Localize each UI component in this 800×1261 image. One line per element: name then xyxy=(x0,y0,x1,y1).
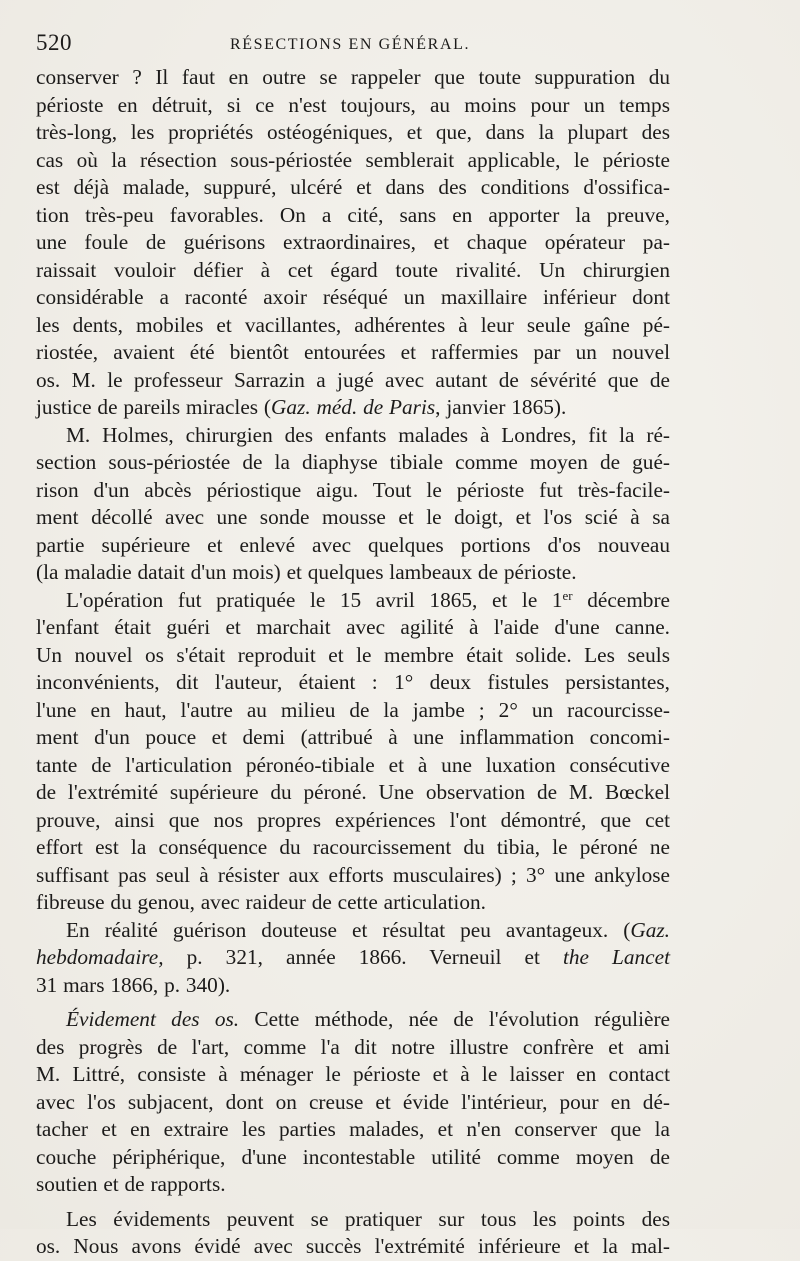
paragraph-6 xyxy=(36,1206,670,1261)
text-line: l'une en haut, l'autre au milieu de la jambe ; 2° un racourcisse- xyxy=(36,697,670,722)
text-line: M. Littré, consiste à ménager le périoste et à le laisser en contact xyxy=(36,1062,670,1086)
text-line: Un nouvel os s'était reproduit et le membre était solide. Les seuls xyxy=(36,642,670,667)
text-line: suffisant pas seul à résister aux efforts musculaires) ; 3° une ankylose xyxy=(36,862,670,887)
text-line: très-long, les propriétés ostéogéniques, et que, dans la plupart des xyxy=(36,120,670,144)
citation-italic: hebdomadaire, xyxy=(36,945,164,969)
text-span: décembre xyxy=(572,587,671,612)
text-line: des progrès de l'art, comme l'a dit notre illustre confrère et ami xyxy=(36,1034,670,1059)
text-span: L'opération fut pratiquée le 15 avril 1865, et le 1 xyxy=(66,587,563,612)
text-line: cas où la résection sous-périostée semblerait applicable, le périoste xyxy=(36,147,670,172)
text-line: les dents, mobiles et vacillantes, adhérentes à leur seule gaîne pé- xyxy=(36,312,670,337)
text-line: est déjà malade, suppuré, ulcéré et dans des conditions d'ossifica- xyxy=(36,175,670,199)
superscript: er xyxy=(562,587,573,603)
text-line: os. Nous avons évidé avec succès l'extrémité inférieure et la mal- xyxy=(36,1234,670,1258)
text-line: riostée, avaient été bientôt entourées et raffermies par un nouvel xyxy=(36,340,670,364)
text-line: avec l'os subjacent, dont on creuse et évide l'intérieur, pour en dé- xyxy=(36,1089,670,1114)
text-line: ment d'un pouce et demi (attribué à une inflammation concomi- xyxy=(36,725,670,749)
text-line: conserver ? Il faut en outre se rappeler que toute suppuration du xyxy=(36,65,670,89)
citation-italic: the Lancet xyxy=(562,945,670,969)
text-span: p. 321, année 1866. Verneuil et xyxy=(163,945,563,969)
running-title: RÉSECTIONS EN GÉNÉRAL. xyxy=(230,36,471,53)
body-text xyxy=(36,64,670,1261)
paragraph-1 xyxy=(36,64,670,422)
text-line: ment décollé avec une sonde mousse et le doigt, et l'os scié à sa xyxy=(36,505,670,529)
text-line: inconvénients, dit l'auteur, étaient : 1° deux fistules persistantes, xyxy=(36,670,670,694)
text-line xyxy=(36,422,670,450)
text-line xyxy=(36,394,670,422)
paragraph-2 xyxy=(36,422,670,587)
citation-italic: Gaz. méd. de Paris xyxy=(271,395,436,419)
text-line: l'enfant était guéri et marchait avec agilité à l'aide d'une canne. xyxy=(36,615,670,639)
text-line: os. M. le professeur Sarrazin a jugé avec autant de sévérité que de xyxy=(36,367,670,392)
text-line: une foule de guérisons extraordinaires, et chaque opérateur pa- xyxy=(36,230,670,254)
page-header xyxy=(36,30,670,62)
text-span: M. Holmes, chirurgien des enfants malades à Londres, fit la ré- xyxy=(66,422,670,447)
text-span: Les évidements peuvent se pratiquer sur tous les points des xyxy=(66,1206,670,1231)
text-line: section sous-périostée de la diaphyse tibiale comme moyen de gué- xyxy=(36,450,670,474)
text-line: raissait vouloir défier à cet égard toute rivalité. Un chirurgien xyxy=(36,257,670,282)
text-line: couche périphérique, d'une incontestable utilité comme moyen de xyxy=(36,1144,670,1169)
paragraph-4 xyxy=(36,917,670,1000)
text-line: partie supérieure et enlevé avec quelques portions d'os nouveau xyxy=(36,532,670,557)
text-line: périoste en détruit, si ce n'est toujours, au moins pour un temps xyxy=(36,92,670,117)
text-line xyxy=(36,1006,670,1034)
section-heading-italic: Évidement des os. xyxy=(66,1007,240,1031)
text-line: soutien et de rapports. xyxy=(36,1172,226,1196)
text-line: prouve, ainsi que nos propres expériences l'ont démontré, que cet xyxy=(36,807,670,832)
paragraph-5 xyxy=(36,1006,670,1199)
text-line: considérable a raconté axoir réséqué un maxillaire inférieur dont xyxy=(36,285,670,309)
text-line: de l'extrémité supérieure du péroné. Une observation de M. Bœckel xyxy=(36,780,670,804)
text-line: effort est la conséquence du racourcissement du tibia, le péroné ne xyxy=(36,835,670,859)
text-line: tion très-peu favorables. On a cité, sans en apporter la preuve, xyxy=(36,202,670,227)
text-span: , janvier 1865). xyxy=(435,395,567,419)
text-line xyxy=(36,587,670,615)
text-line: rison d'un abcès périostique aigu. Tout le périoste fut très-facile- xyxy=(36,477,670,502)
text-line: tante de l'articulation péronéo-tibiale et à une luxation consécutive xyxy=(36,752,670,777)
text-line xyxy=(36,944,670,972)
text-line xyxy=(36,917,670,945)
text-span: En réalité guérison douteuse et résultat peu avantageux. ( xyxy=(66,917,631,942)
text-line: fibreuse du genou, avec raideur de cette articulation. xyxy=(36,890,486,914)
text-span: Cette méthode, née de l'évolution régulière xyxy=(239,1007,670,1031)
text-span: justice de pareils miracles ( xyxy=(36,395,271,419)
paragraph-3 xyxy=(36,587,670,917)
text-line: (la maladie datait d'un mois) et quelques lambeaux de périoste. xyxy=(36,560,577,584)
citation-italic: Gaz. xyxy=(630,917,670,942)
text-line: tacher et en extraire les parties malades, et n'en conserver que la xyxy=(36,1117,670,1141)
text-line: 31 mars 1866, p. 340). xyxy=(36,972,231,997)
page-number: 520 xyxy=(36,30,72,55)
